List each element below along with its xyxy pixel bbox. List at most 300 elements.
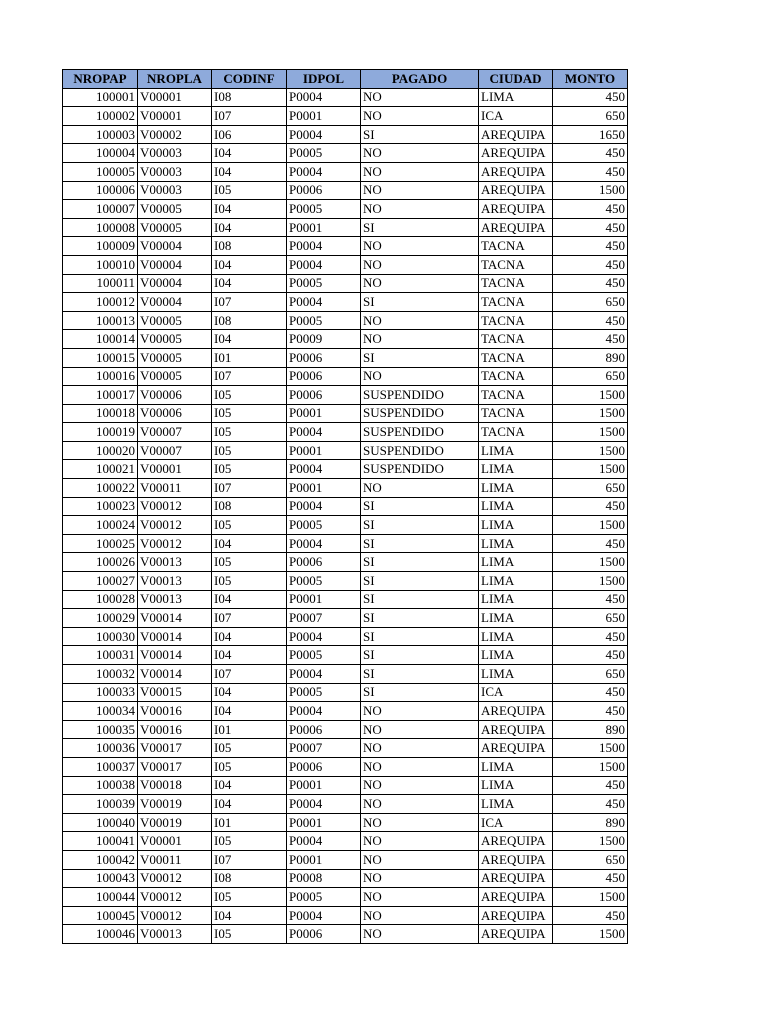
cell-idpol: P0006 bbox=[287, 348, 361, 367]
cell-nropla: V00005 bbox=[138, 348, 212, 367]
cell-idpol: P0005 bbox=[287, 888, 361, 907]
cell-pagado: NO bbox=[361, 850, 479, 869]
table-row bbox=[63, 255, 628, 274]
cell-pagado: NO bbox=[361, 330, 479, 349]
cell-idpol: P0004 bbox=[287, 795, 361, 814]
cell-ciudad: AREQUIPA bbox=[479, 162, 553, 181]
cell-nropap: 100004 bbox=[63, 144, 138, 163]
cell-codinf: I04 bbox=[212, 144, 287, 163]
column-header-ciudad: CIUDAD bbox=[479, 70, 553, 89]
cell-pagado: NO bbox=[361, 813, 479, 832]
cell-pagado: NO bbox=[361, 162, 479, 181]
cell-pagado: SI bbox=[361, 572, 479, 591]
cell-monto: 1500 bbox=[553, 404, 628, 423]
table-row bbox=[63, 813, 628, 832]
cell-ciudad: TACNA bbox=[479, 255, 553, 274]
cell-ciudad: AREQUIPA bbox=[479, 906, 553, 925]
cell-nropla: V00011 bbox=[138, 479, 212, 498]
cell-monto: 450 bbox=[553, 497, 628, 516]
cell-pagado: NO bbox=[361, 702, 479, 721]
cell-nropap: 100012 bbox=[63, 293, 138, 312]
cell-idpol: P0004 bbox=[287, 255, 361, 274]
cell-ciudad: AREQUIPA bbox=[479, 739, 553, 758]
cell-ciudad: AREQUIPA bbox=[479, 850, 553, 869]
cell-ciudad: AREQUIPA bbox=[479, 200, 553, 219]
cell-idpol: P0004 bbox=[287, 627, 361, 646]
cell-idpol: P0004 bbox=[287, 423, 361, 442]
table-row bbox=[63, 237, 628, 256]
cell-monto: 450 bbox=[553, 776, 628, 795]
cell-idpol: P0001 bbox=[287, 813, 361, 832]
cell-pagado: SI bbox=[361, 534, 479, 553]
table-row bbox=[63, 665, 628, 684]
cell-ciudad: AREQUIPA bbox=[479, 218, 553, 237]
cell-nropap: 100028 bbox=[63, 590, 138, 609]
cell-nropla: V00005 bbox=[138, 311, 212, 330]
table-row bbox=[63, 776, 628, 795]
cell-nropap: 100008 bbox=[63, 218, 138, 237]
cell-idpol: P0004 bbox=[287, 237, 361, 256]
cell-idpol: P0004 bbox=[287, 125, 361, 144]
cell-nropla: V00004 bbox=[138, 293, 212, 312]
cell-ciudad: LIMA bbox=[479, 590, 553, 609]
cell-monto: 1500 bbox=[553, 757, 628, 776]
table-row bbox=[63, 906, 628, 925]
table-row bbox=[63, 423, 628, 442]
cell-codinf: I04 bbox=[212, 590, 287, 609]
cell-codinf: I05 bbox=[212, 516, 287, 535]
cell-pagado: NO bbox=[361, 479, 479, 498]
cell-nropap: 100025 bbox=[63, 534, 138, 553]
table-row bbox=[63, 925, 628, 944]
cell-idpol: P0001 bbox=[287, 590, 361, 609]
table-row bbox=[63, 850, 628, 869]
cell-codinf: I04 bbox=[212, 702, 287, 721]
column-header-nropap: NROPAP bbox=[63, 70, 138, 89]
cell-idpol: P0004 bbox=[287, 534, 361, 553]
cell-idpol: P0005 bbox=[287, 200, 361, 219]
cell-idpol: P0007 bbox=[287, 609, 361, 628]
cell-pagado: NO bbox=[361, 906, 479, 925]
cell-ciudad: ICA bbox=[479, 813, 553, 832]
cell-idpol: P0004 bbox=[287, 832, 361, 851]
cell-nropla: V00012 bbox=[138, 497, 212, 516]
cell-nropap: 100042 bbox=[63, 850, 138, 869]
cell-ciudad: LIMA bbox=[479, 88, 553, 107]
cell-nropla: V00013 bbox=[138, 925, 212, 944]
cell-nropla: V00004 bbox=[138, 237, 212, 256]
cell-monto: 1500 bbox=[553, 572, 628, 591]
cell-monto: 450 bbox=[553, 869, 628, 888]
cell-pagado: NO bbox=[361, 757, 479, 776]
cell-monto: 650 bbox=[553, 367, 628, 386]
cell-pagado: NO bbox=[361, 144, 479, 163]
cell-nropla: V00016 bbox=[138, 702, 212, 721]
cell-nropap: 100030 bbox=[63, 627, 138, 646]
cell-nropla: V00005 bbox=[138, 367, 212, 386]
cell-nropap: 100041 bbox=[63, 832, 138, 851]
cell-pagado: NO bbox=[361, 888, 479, 907]
cell-nropla: V00012 bbox=[138, 888, 212, 907]
cell-codinf: I07 bbox=[212, 479, 287, 498]
cell-codinf: I05 bbox=[212, 404, 287, 423]
table-row bbox=[63, 293, 628, 312]
cell-monto: 650 bbox=[553, 293, 628, 312]
cell-ciudad: LIMA bbox=[479, 795, 553, 814]
cell-ciudad: AREQUIPA bbox=[479, 832, 553, 851]
cell-nropap: 100036 bbox=[63, 739, 138, 758]
cell-nropla: V00018 bbox=[138, 776, 212, 795]
cell-codinf: I05 bbox=[212, 832, 287, 851]
cell-idpol: P0004 bbox=[287, 88, 361, 107]
cell-ciudad: TACNA bbox=[479, 237, 553, 256]
cell-ciudad: AREQUIPA bbox=[479, 925, 553, 944]
cell-pagado: SI bbox=[361, 553, 479, 572]
data-table bbox=[62, 69, 628, 944]
cell-idpol: P0001 bbox=[287, 479, 361, 498]
cell-ciudad: LIMA bbox=[479, 460, 553, 479]
table-row bbox=[63, 181, 628, 200]
table-row bbox=[63, 404, 628, 423]
cell-nropla: V00001 bbox=[138, 832, 212, 851]
cell-ciudad: ICA bbox=[479, 107, 553, 126]
table-row bbox=[63, 646, 628, 665]
column-header-codinf: CODINF bbox=[212, 70, 287, 89]
cell-ciudad: LIMA bbox=[479, 609, 553, 628]
cell-nropap: 100037 bbox=[63, 757, 138, 776]
cell-nropla: V00005 bbox=[138, 218, 212, 237]
cell-nropap: 100009 bbox=[63, 237, 138, 256]
cell-nropap: 100033 bbox=[63, 683, 138, 702]
cell-pagado: SI bbox=[361, 348, 479, 367]
cell-ciudad: AREQUIPA bbox=[479, 144, 553, 163]
cell-pagado: NO bbox=[361, 237, 479, 256]
cell-monto: 450 bbox=[553, 795, 628, 814]
cell-pagado: SUSPENDIDO bbox=[361, 404, 479, 423]
cell-codinf: I04 bbox=[212, 776, 287, 795]
cell-codinf: I04 bbox=[212, 646, 287, 665]
cell-idpol: P0005 bbox=[287, 646, 361, 665]
cell-idpol: P0005 bbox=[287, 311, 361, 330]
cell-idpol: P0009 bbox=[287, 330, 361, 349]
cell-nropap: 100013 bbox=[63, 311, 138, 330]
cell-codinf: I05 bbox=[212, 441, 287, 460]
cell-ciudad: TACNA bbox=[479, 404, 553, 423]
cell-codinf: I05 bbox=[212, 888, 287, 907]
cell-ciudad: TACNA bbox=[479, 330, 553, 349]
cell-monto: 450 bbox=[553, 274, 628, 293]
table-row bbox=[63, 627, 628, 646]
cell-nropla: V00007 bbox=[138, 423, 212, 442]
cell-codinf: I04 bbox=[212, 200, 287, 219]
cell-codinf: I04 bbox=[212, 683, 287, 702]
cell-nropap: 100035 bbox=[63, 720, 138, 739]
cell-monto: 1500 bbox=[553, 553, 628, 572]
cell-nropla: V00012 bbox=[138, 516, 212, 535]
cell-nropap: 100044 bbox=[63, 888, 138, 907]
cell-idpol: P0006 bbox=[287, 720, 361, 739]
cell-pagado: SUSPENDIDO bbox=[361, 386, 479, 405]
cell-codinf: I07 bbox=[212, 850, 287, 869]
cell-nropap: 100022 bbox=[63, 479, 138, 498]
cell-ciudad: AREQUIPA bbox=[479, 720, 553, 739]
cell-nropla: V00015 bbox=[138, 683, 212, 702]
cell-nropap: 100032 bbox=[63, 665, 138, 684]
table-row bbox=[63, 869, 628, 888]
table-row bbox=[63, 386, 628, 405]
cell-nropap: 100040 bbox=[63, 813, 138, 832]
cell-nropla: V00001 bbox=[138, 88, 212, 107]
cell-idpol: P0005 bbox=[287, 683, 361, 702]
cell-ciudad: LIMA bbox=[479, 572, 553, 591]
cell-pagado: NO bbox=[361, 795, 479, 814]
cell-codinf: I04 bbox=[212, 255, 287, 274]
cell-codinf: I05 bbox=[212, 181, 287, 200]
cell-ciudad: LIMA bbox=[479, 479, 553, 498]
cell-pagado: NO bbox=[361, 832, 479, 851]
cell-nropap: 100029 bbox=[63, 609, 138, 628]
cell-idpol: P0005 bbox=[287, 144, 361, 163]
cell-pagado: SI bbox=[361, 590, 479, 609]
table-row bbox=[63, 739, 628, 758]
cell-nropap: 100043 bbox=[63, 869, 138, 888]
cell-idpol: P0005 bbox=[287, 274, 361, 293]
cell-monto: 1500 bbox=[553, 441, 628, 460]
cell-monto: 650 bbox=[553, 479, 628, 498]
cell-monto: 450 bbox=[553, 683, 628, 702]
cell-monto: 450 bbox=[553, 255, 628, 274]
cell-nropla: V00012 bbox=[138, 869, 212, 888]
cell-codinf: I01 bbox=[212, 813, 287, 832]
cell-pagado: SI bbox=[361, 646, 479, 665]
cell-nropla: V00016 bbox=[138, 720, 212, 739]
cell-ciudad: LIMA bbox=[479, 627, 553, 646]
table-row bbox=[63, 441, 628, 460]
cell-pagado: NO bbox=[361, 720, 479, 739]
table-row bbox=[63, 311, 628, 330]
cell-monto: 450 bbox=[553, 330, 628, 349]
cell-ciudad: TACNA bbox=[479, 367, 553, 386]
cell-nropla: V00012 bbox=[138, 906, 212, 925]
header-row bbox=[63, 70, 628, 89]
cell-ciudad: AREQUIPA bbox=[479, 702, 553, 721]
cell-nropap: 100045 bbox=[63, 906, 138, 925]
cell-nropla: V00006 bbox=[138, 404, 212, 423]
cell-monto: 450 bbox=[553, 144, 628, 163]
cell-nropla: V00003 bbox=[138, 181, 212, 200]
cell-ciudad: TACNA bbox=[479, 274, 553, 293]
cell-monto: 450 bbox=[553, 646, 628, 665]
cell-codinf: I04 bbox=[212, 534, 287, 553]
cell-monto: 890 bbox=[553, 720, 628, 739]
cell-nropap: 100046 bbox=[63, 925, 138, 944]
cell-nropla: V00002 bbox=[138, 125, 212, 144]
cell-idpol: P0004 bbox=[287, 665, 361, 684]
table-row bbox=[63, 107, 628, 126]
table-row bbox=[63, 200, 628, 219]
cell-idpol: P0004 bbox=[287, 497, 361, 516]
cell-codinf: I04 bbox=[212, 330, 287, 349]
cell-monto: 450 bbox=[553, 534, 628, 553]
cell-nropla: V00017 bbox=[138, 757, 212, 776]
cell-nropap: 100021 bbox=[63, 460, 138, 479]
cell-codinf: I05 bbox=[212, 423, 287, 442]
cell-pagado: SI bbox=[361, 218, 479, 237]
cell-monto: 450 bbox=[553, 906, 628, 925]
cell-idpol: P0004 bbox=[287, 906, 361, 925]
cell-nropap: 100020 bbox=[63, 441, 138, 460]
cell-codinf: I07 bbox=[212, 107, 287, 126]
cell-nropap: 100001 bbox=[63, 88, 138, 107]
cell-codinf: I04 bbox=[212, 627, 287, 646]
cell-monto: 1500 bbox=[553, 181, 628, 200]
cell-idpol: P0006 bbox=[287, 386, 361, 405]
cell-codinf: I05 bbox=[212, 460, 287, 479]
cell-pagado: NO bbox=[361, 311, 479, 330]
cell-idpol: P0006 bbox=[287, 181, 361, 200]
cell-nropap: 100006 bbox=[63, 181, 138, 200]
cell-idpol: P0005 bbox=[287, 516, 361, 535]
cell-idpol: P0005 bbox=[287, 572, 361, 591]
cell-nropla: V00005 bbox=[138, 330, 212, 349]
cell-codinf: I08 bbox=[212, 237, 287, 256]
cell-nropla: V00011 bbox=[138, 850, 212, 869]
cell-idpol: P0008 bbox=[287, 869, 361, 888]
cell-pagado: SI bbox=[361, 665, 479, 684]
cell-monto: 1500 bbox=[553, 832, 628, 851]
table-row bbox=[63, 553, 628, 572]
cell-nropla: V00001 bbox=[138, 460, 212, 479]
cell-nropla: V00014 bbox=[138, 627, 212, 646]
cell-monto: 890 bbox=[553, 348, 628, 367]
cell-nropla: V00014 bbox=[138, 646, 212, 665]
cell-nropap: 100002 bbox=[63, 107, 138, 126]
cell-idpol: P0001 bbox=[287, 218, 361, 237]
cell-nropla: V00007 bbox=[138, 441, 212, 460]
cell-pagado: SI bbox=[361, 497, 479, 516]
cell-monto: 450 bbox=[553, 200, 628, 219]
cell-pagado: NO bbox=[361, 776, 479, 795]
cell-nropla: V00012 bbox=[138, 534, 212, 553]
table-row bbox=[63, 534, 628, 553]
cell-pagado: NO bbox=[361, 200, 479, 219]
cell-nropap: 100010 bbox=[63, 255, 138, 274]
cell-pagado: SI bbox=[361, 627, 479, 646]
cell-codinf: I06 bbox=[212, 125, 287, 144]
column-header-idpol: IDPOL bbox=[287, 70, 361, 89]
cell-monto: 650 bbox=[553, 609, 628, 628]
cell-nropap: 100039 bbox=[63, 795, 138, 814]
cell-idpol: P0006 bbox=[287, 553, 361, 572]
table-body bbox=[63, 88, 628, 943]
table-row bbox=[63, 460, 628, 479]
cell-nropla: V00013 bbox=[138, 553, 212, 572]
cell-codinf: I01 bbox=[212, 348, 287, 367]
cell-nropla: V00004 bbox=[138, 255, 212, 274]
cell-nropla: V00019 bbox=[138, 813, 212, 832]
cell-ciudad: LIMA bbox=[479, 534, 553, 553]
cell-pagado: SI bbox=[361, 293, 479, 312]
cell-nropap: 100014 bbox=[63, 330, 138, 349]
cell-idpol: P0006 bbox=[287, 367, 361, 386]
cell-monto: 1500 bbox=[553, 739, 628, 758]
cell-nropap: 100023 bbox=[63, 497, 138, 516]
table-row bbox=[63, 572, 628, 591]
cell-pagado: SI bbox=[361, 516, 479, 535]
table-row bbox=[63, 144, 628, 163]
cell-monto: 1500 bbox=[553, 925, 628, 944]
cell-idpol: P0006 bbox=[287, 757, 361, 776]
table-row bbox=[63, 590, 628, 609]
cell-codinf: I07 bbox=[212, 367, 287, 386]
cell-codinf: I07 bbox=[212, 293, 287, 312]
cell-ciudad: AREQUIPA bbox=[479, 869, 553, 888]
cell-nropla: V00005 bbox=[138, 200, 212, 219]
cell-monto: 1500 bbox=[553, 888, 628, 907]
cell-idpol: P0001 bbox=[287, 404, 361, 423]
cell-idpol: P0004 bbox=[287, 702, 361, 721]
cell-pagado: NO bbox=[361, 925, 479, 944]
cell-nropap: 100003 bbox=[63, 125, 138, 144]
cell-monto: 450 bbox=[553, 702, 628, 721]
cell-monto: 1500 bbox=[553, 423, 628, 442]
cell-pagado: SI bbox=[361, 683, 479, 702]
cell-monto: 1650 bbox=[553, 125, 628, 144]
cell-nropap: 100034 bbox=[63, 702, 138, 721]
cell-pagado: SI bbox=[361, 125, 479, 144]
cell-codinf: I08 bbox=[212, 869, 287, 888]
cell-codinf: I04 bbox=[212, 218, 287, 237]
cell-idpol: P0001 bbox=[287, 776, 361, 795]
cell-monto: 450 bbox=[553, 627, 628, 646]
cell-ciudad: LIMA bbox=[479, 757, 553, 776]
cell-codinf: I05 bbox=[212, 925, 287, 944]
cell-nropap: 100026 bbox=[63, 553, 138, 572]
cell-pagado: NO bbox=[361, 181, 479, 200]
cell-ciudad: TACNA bbox=[479, 293, 553, 312]
cell-nropla: V00013 bbox=[138, 572, 212, 591]
table-row bbox=[63, 795, 628, 814]
cell-ciudad: TACNA bbox=[479, 386, 553, 405]
cell-monto: 450 bbox=[553, 237, 628, 256]
table-row bbox=[63, 497, 628, 516]
cell-ciudad: TACNA bbox=[479, 348, 553, 367]
table-row bbox=[63, 218, 628, 237]
cell-monto: 1500 bbox=[553, 386, 628, 405]
cell-nropap: 100031 bbox=[63, 646, 138, 665]
cell-ciudad: LIMA bbox=[479, 441, 553, 460]
cell-idpol: P0006 bbox=[287, 925, 361, 944]
cell-codinf: I04 bbox=[212, 274, 287, 293]
cell-ciudad: AREQUIPA bbox=[479, 888, 553, 907]
cell-codinf: I05 bbox=[212, 553, 287, 572]
cell-nropap: 100005 bbox=[63, 162, 138, 181]
table-row bbox=[63, 757, 628, 776]
cell-nropla: V00006 bbox=[138, 386, 212, 405]
table-row bbox=[63, 683, 628, 702]
column-header-nropla: NROPLA bbox=[138, 70, 212, 89]
table-row bbox=[63, 162, 628, 181]
cell-monto: 1500 bbox=[553, 460, 628, 479]
cell-codinf: I08 bbox=[212, 88, 287, 107]
cell-ciudad: LIMA bbox=[479, 497, 553, 516]
table-row bbox=[63, 479, 628, 498]
cell-idpol: P0001 bbox=[287, 850, 361, 869]
cell-nropla: V00013 bbox=[138, 590, 212, 609]
table-row bbox=[63, 609, 628, 628]
cell-ciudad: TACNA bbox=[479, 423, 553, 442]
cell-ciudad: AREQUIPA bbox=[479, 125, 553, 144]
